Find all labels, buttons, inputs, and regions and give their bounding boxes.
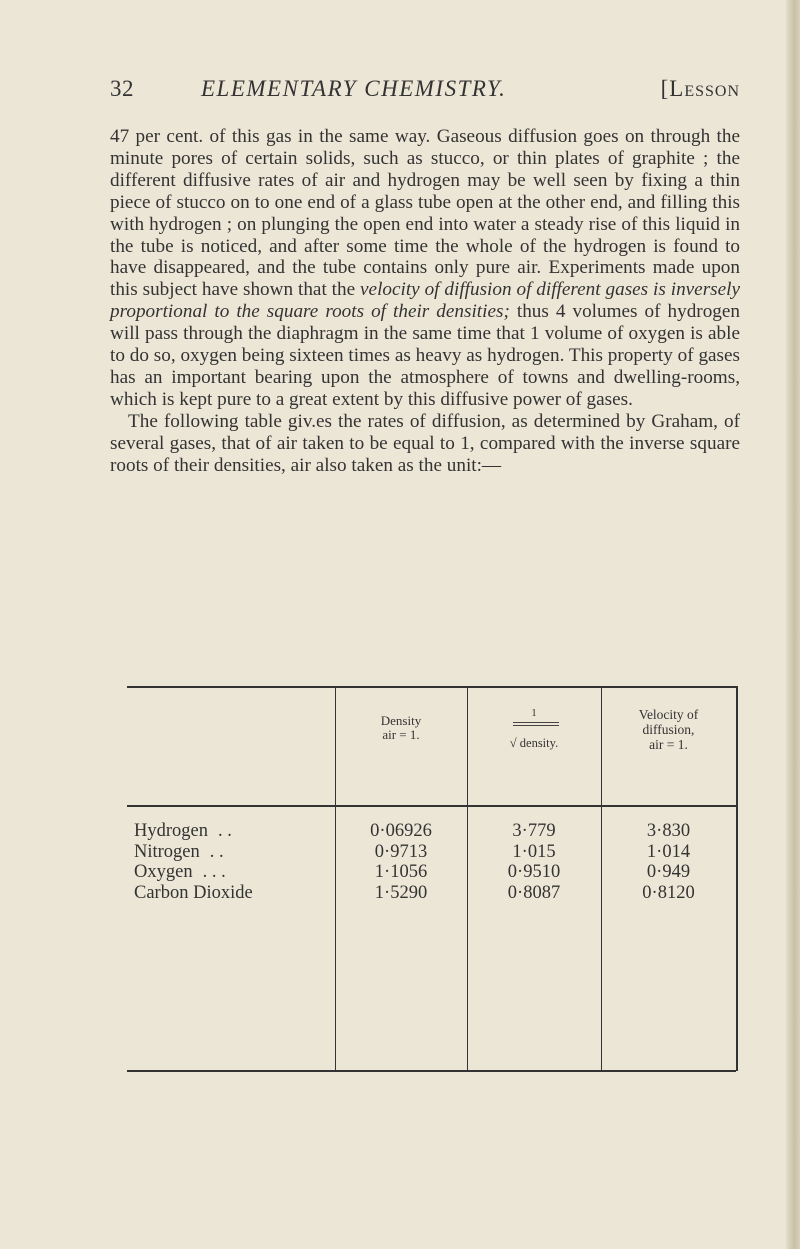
velocity-header [601,707,736,752]
gas-column [134,821,330,903]
table-row-gas [134,862,330,883]
table-cell-inverse-sqrt: 3·779 [512,821,556,841]
law-statement: velocity of diffusion of different gases is inversely proportional to the square roots of their densities; [110,279,740,323]
inverse-sqrt-column [467,821,601,903]
table-cell-density: 1·5290 [374,882,428,903]
table-row-gas [134,883,330,904]
gas-name: Nitrogen [134,841,200,862]
paragraph-diffusion [110,126,740,411]
density-header-unit: air = 1. [382,727,420,742]
table-cell-inverse-sqrt: 0·8087 [507,882,561,903]
gas-name: Carbon Dioxide [134,882,253,903]
table-cell-velocity: 0·949 [646,862,691,882]
table-cell-density: 0·06926 [370,821,432,841]
density-column [335,821,467,903]
velocity-header-line1: Velocity of [638,707,699,722]
diffusion-table [127,686,736,1071]
table-cell-velocity: 1·014 [646,841,691,862]
running-title: ELEMENTARY CHEMISTRY. [201,76,507,101]
inverse-sqrt-header [467,706,601,766]
table-cell-velocity: 3·830 [646,821,691,841]
velocity-column [601,821,736,903]
fraction-denominator: √ density. [509,736,559,750]
table-cell-inverse-sqrt: 0·9510 [507,862,561,882]
fraction-numerator: 1 [531,707,537,719]
table-right-rule [736,686,738,1071]
paragraph-table-intro: The following table giv.es the rates of diffusion, as determined by Graham, of several gases, that of air taken to be equal to 1, compared with the inverse square roots of their densities, air also taken as the unit:— [110,410,740,476]
paragraph-text-end: thus 4 volumes of hydrogen will pass through the diaphragm in the same time that 1 volume of oxygen is able to do so, oxygen being sixteen times as heavy as hydrogen. This property of gases has an important bearing upon the atmosphere of towns and dwelling-rooms, which is kept pure to a great extent by this diffusive power of gases. [110,301,740,410]
page-number: 32 [110,76,134,101]
table-cell-inverse-sqrt: 1·015 [512,841,556,862]
table-cell-density: 1·1056 [374,862,428,882]
dot-leader: . . [209,841,224,862]
table-bottom-rule [127,1070,736,1072]
table-top-rule [127,686,736,688]
fraction-bar [513,722,559,723]
table-cell-velocity: 0·8120 [642,882,695,903]
body-text [110,126,740,477]
velocity-header-line3: air = 1. [649,737,688,752]
paragraph-text: 47 per cent. of this gas in the same way. Gaseous diffusion goes on through the minute pores of certain solids, such as stucco, or thin plates of graphite ; the different diffusive rates of air and hydrogen may be well seen by fixing a thin piece of stucco on to one end of a glass tube open at the other end, and filling this with hydrogen ; on plunging the open end into water a steady rise of this liquid in the tube is noticed, and after some time the whole of the hydrogen is found to have disappeared, and the tube contains only pure air. Experiments made upon this subject have shown that the [110,126,740,301]
fraction-bar-double [513,725,559,726]
density-header-label: Density [380,713,422,728]
header-bottom-rule [127,805,736,807]
table-row-gas [134,842,330,863]
density-header [335,714,467,742]
dot-leader: . . . [202,862,226,882]
dot-leader: . . [217,821,232,841]
gas-name: Hydrogen [134,821,208,841]
table-cell-density: 0·9713 [374,841,428,862]
section-label: [Lesson [660,76,740,101]
velocity-header-line2: diffusion, [642,722,695,737]
gas-name: Oxygen [134,862,193,882]
table-row-gas [134,821,330,842]
page-edge-shadow [786,0,800,1249]
running-header [110,76,740,106]
